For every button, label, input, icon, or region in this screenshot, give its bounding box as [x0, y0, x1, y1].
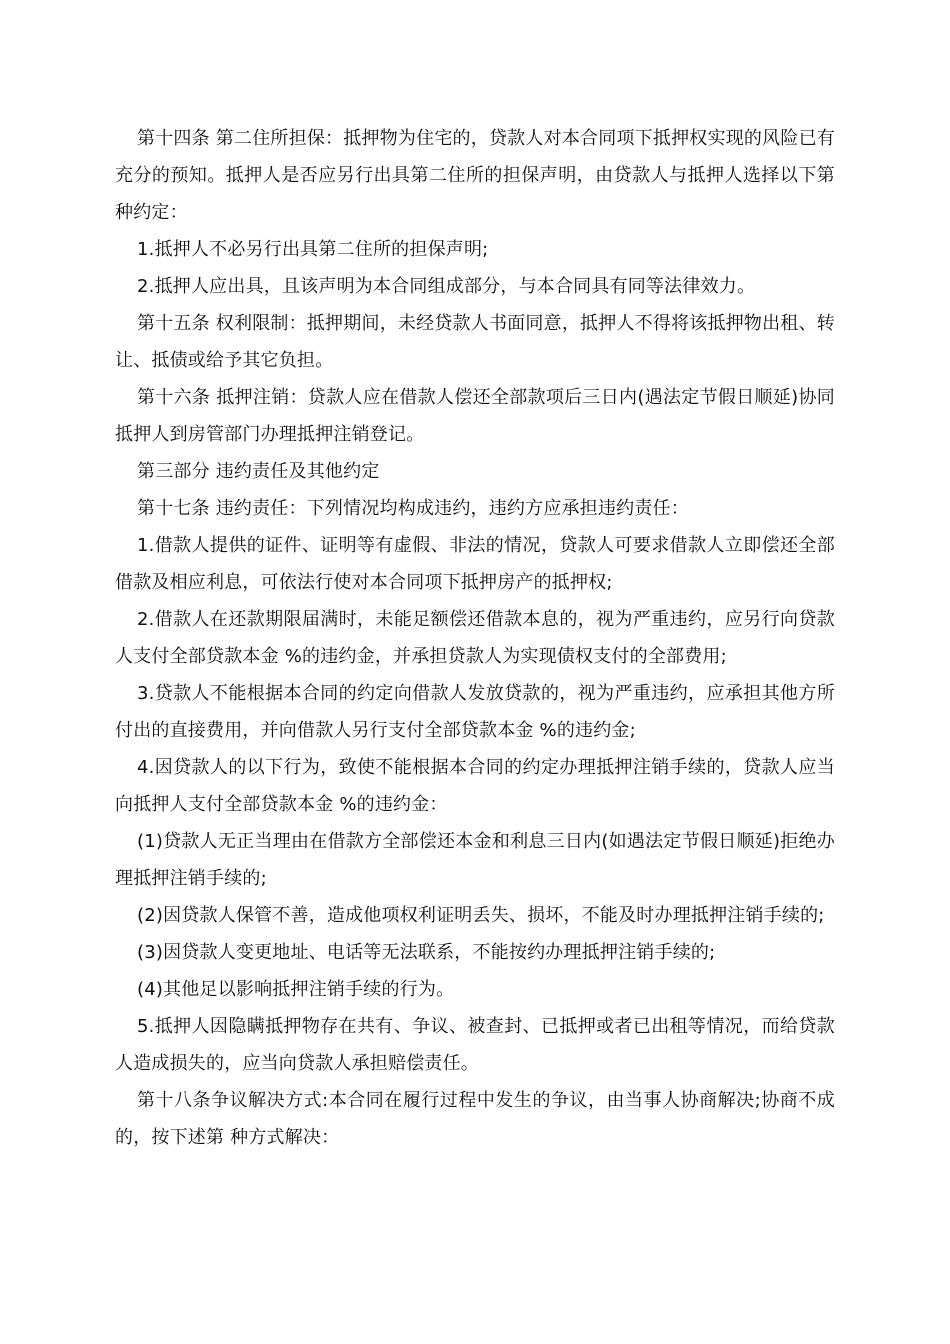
paragraph-breach-3: 3.贷款人不能根据本合同的约定向借款人发放贷款的，视为严重违约，应承担其他方所付出的直接费用，并向借款人另行支付全部贷款本金 %的违约金;: [115, 683, 835, 741]
paragraph-breach-1: 1.借款人提供的证件、证明等有虚假、非法的情况，贷款人可要求借款人立即偿还全部借款及相应利息，可依法行使对本合同项下抵押房产的抵押权;: [115, 535, 835, 593]
paragraph-article-17: 第十七条 违约责任：下列情况均构成违约，违约方应承担违约责任：: [137, 498, 689, 519]
paragraph-sub-2: (2)因贷款人保管不善，造成他项权利证明丢失、损坏，不能及时办理抵押注销手续的;: [137, 905, 825, 926]
paragraph-item-1: 1.抵押人不必另行出具第二住所的担保声明;: [137, 239, 489, 260]
paragraph-article-16: 第十六条 抵押注销：贷款人应在借款人偿还全部款项后三日内(遇法定节假日顺延)协同抵押人到房管部门办理抵押注销登记。: [115, 387, 835, 445]
paragraph-sub-4: (4)其他足以影响抵押注销手续的行为。: [137, 979, 455, 1000]
paragraph-article-18: 第十八条争议解决方式:本合同在履行过程中发生的争议，由当事人协商解决;协商不成的，按下述第 种方式解决：: [115, 1090, 835, 1148]
document-page: [115, 120, 835, 1156]
paragraph-article-14: 第十四条 第二住所担保：抵押物为住宅的，贷款人对本合同项下抵押权实现的风险已有充分的预知。抵押人是否应另行出具第二住所的担保声明，由贷款人与抵押人选择以下第 种约定：: [115, 128, 835, 223]
paragraph-article-15: 第十五条 权利限制：抵押期间，未经贷款人书面同意，抵押人不得将该抵押物出租、转让、抵债或给予其它负担。: [115, 313, 835, 371]
paragraph-item-2: 2.抵押人应出具，且该声明为本合同组成部分，与本合同具有同等法律效力。: [137, 276, 756, 297]
paragraph-breach-4: 4.因贷款人的以下行为，致使不能根据本合同的约定办理抵押注销手续的，贷款人应当向抵押人支付全部贷款本金 %的违约金：: [115, 757, 835, 815]
paragraph-sub-1: (1)贷款人无正当理由在借款方全部偿还本金和利息三日内(如遇法定节假日顺延)拒绝办理抵押注销手续的;: [115, 831, 835, 889]
section-heading-part-3: 第三部分 违约责任及其他约定: [137, 461, 380, 482]
paragraph-breach-5: 5.抵押人因隐瞒抵押物存在共有、争议、被查封、已抵押或者已出租等情况，而给贷款人造成损失的，应当向贷款人承担赔偿责任。: [115, 1016, 835, 1074]
paragraph-breach-2: 2.借款人在还款期限届满时，未能足额偿还借款本息的，视为严重违约，应另行向贷款人支付全部贷款本金 %的违约金，并承担贷款人为实现债权支付的全部费用;: [115, 609, 835, 667]
paragraph-sub-3: (3)因贷款人变更地址、电话等无法联系，不能按约办理抵押注销手续的;: [137, 942, 716, 963]
